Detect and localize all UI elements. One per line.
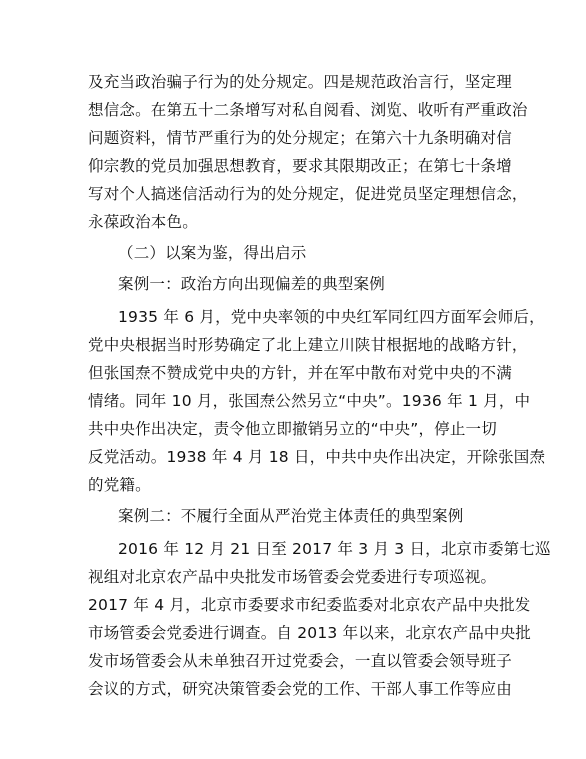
text-line: 反党活动。1938 年 4 月 18 日，中共中央作出决定，开除张国焘 <box>88 448 546 466</box>
text-line: 市场管委会党委进行调查。自 2013 年以来，北京农产品中央批 <box>88 624 532 642</box>
text-line: 2017 年 4 月，北京市委要求市纪委监委对北京农产品中央批发 <box>88 596 531 614</box>
text-line: 及充当政治骗子行为的处分规定。四是规范政治言行，坚定理 <box>88 73 512 91</box>
section-heading: （二）以案为鉴，得出启示 <box>118 244 307 262</box>
text-line: 但张国焘不赞成党中央的方针，并在军中散布对党中央的不满 <box>88 364 512 382</box>
text-line: 永葆政治本色。 <box>88 213 198 231</box>
text-line: 写对个人搞迷信活动行为的处分规定，促进党员坚定理想信念， <box>88 185 528 203</box>
text-line: 1935 年 6 月，党中央率领的中央红军同红四方面军会师后， <box>118 308 545 326</box>
text-line: 仰宗教的党员加强思想教育，要求其限期改正；在第七十条增 <box>88 157 512 175</box>
case-heading: 案例一：政治方向出现偏差的典型案例 <box>118 275 385 293</box>
text-line: 2016 年 12 月 21 日至 2017 年 3 月 3 日，北京市委第七巡 <box>118 540 551 558</box>
text-line: 共中央作出决定，责令他立即撤销另立的“中央”，停止一切 <box>88 420 497 438</box>
text-line: 党中央根据当时形势确定了北上建立川陕甘根据地的战略方针， <box>88 336 528 354</box>
text-line: 视组对北京农产品中央批发市场管委会党委进行专项巡视。 <box>88 568 497 586</box>
text-line: 问题资料，情节严重行为的处分规定；在第六十九条明确对信 <box>88 129 512 147</box>
text-line: 发市场管委会从未单独召开过党委会，一直以管委会领导班子 <box>88 652 512 670</box>
text-line: 想信念。在第五十二条增写对私自阅看、浏览、收听有严重政治 <box>88 101 528 119</box>
text-line: 会议的方式，研究决策管委会党的工作、干部人事工作等应由 <box>88 680 512 698</box>
case-heading: 案例二：不履行全面从严治党主体责任的典型案例 <box>118 507 464 525</box>
text-line: 的党籍。 <box>88 476 151 494</box>
text-line: 情绪。同年 10 月，张国焘公然另立“中央”。1936 年 1 月，中 <box>88 392 531 410</box>
